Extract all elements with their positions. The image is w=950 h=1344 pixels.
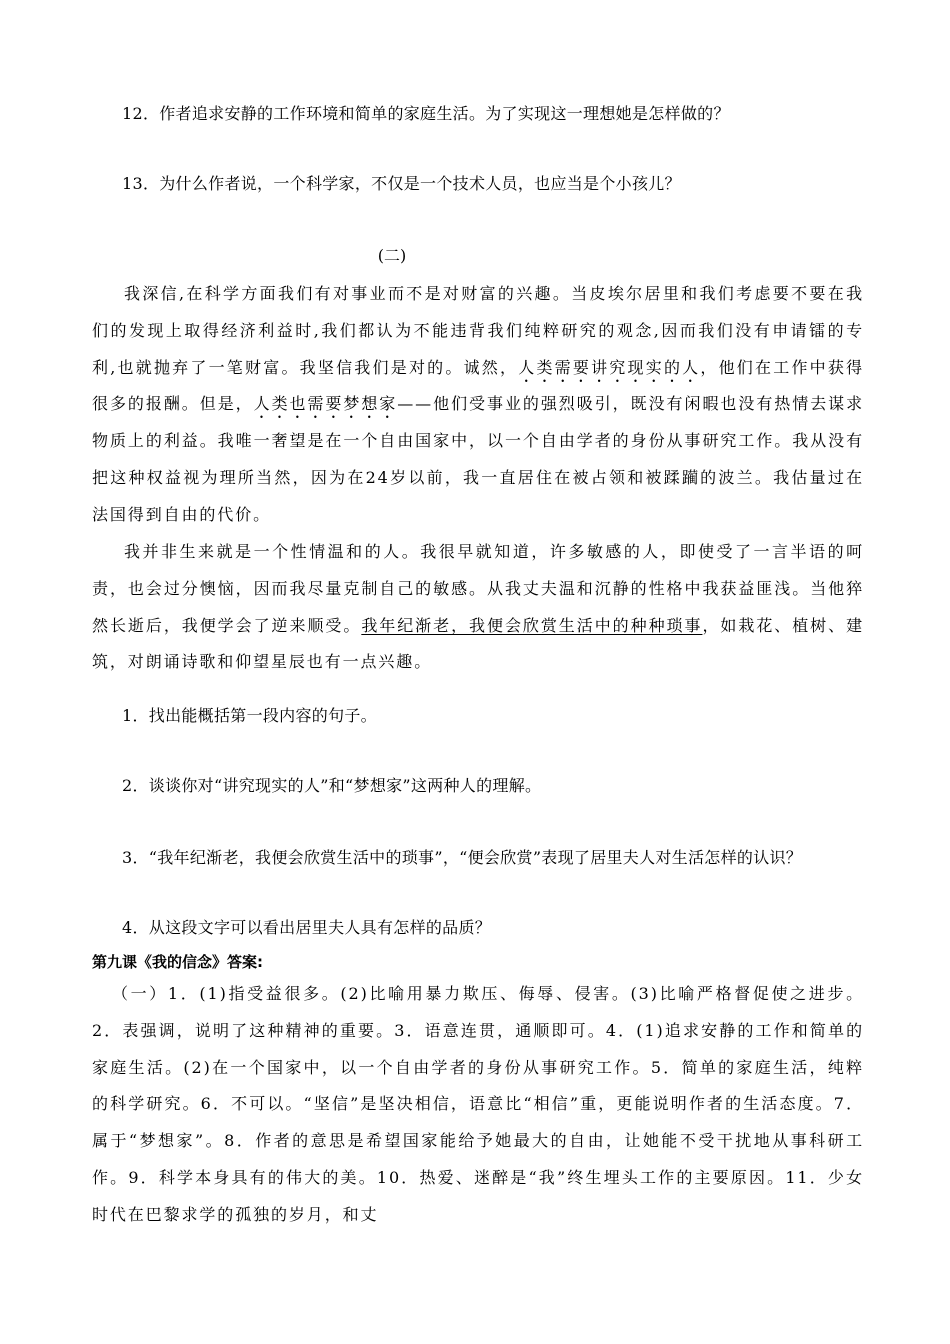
dotted-phrase-realists: 人类需要讲究现实的人 xyxy=(518,357,701,377)
answer-paragraph: （一）1．(1)指受益很多。(2)比喻用暴力欺压、侮辱、侵害。(3)比喻严格督促使之进步。2．表强调，说明了这种精神的重要。3．语意连贯，通顺即可。4．(1)追求安静的工作和简单的家庭生活。(2)在一个国家中，以一个自由学者的身份从事研究工作。5．简单的家庭生活，纯粹的科学研究。6．不可以。“坚信”是坚决相信，语意比“相信”重，更能说明作者的生活态度。7．属于“梦想家”。8．作者的意思是希望国家能给予她最大的自由，让她能不受干扰地从事科研工作。9．科学本身具有的伟大的美。10．热爱、迷醉是“我”终生埋头工作的主要原因。11．少女时代在巴黎求学的孤独的岁月，和丈 xyxy=(92,984,864,1224)
para2-text-a: 我并非生来就是一个性情温和的人。我很早就知道，许多敏感的人，即使受了一言半语的呵责，也会过分懊恼，因而我尽量克制自己的敏感。从我丈夫温和沉静的性格中我获益匪浅。当他猝然长逝后，我便学会了逆来顺受。 xyxy=(92,542,864,635)
underlined-sentence: 我年纪渐老，我便会欣赏生活中的种种琐事 xyxy=(361,615,703,635)
question-4: 4．从这段文字可以看出居里夫人具有怎样的品质？ xyxy=(122,918,492,937)
question-12: 12．作者追求安静的工作环境和简单的家庭生活。为了实现这一理想她是怎样做的？ xyxy=(122,104,730,123)
question-1: 1．找出能概括第一段内容的句子。 xyxy=(122,706,377,725)
para1-text-a: 我深信,在科学方面我们有对事业而不是对财富的兴趣。当皮埃尔居里和我们考虑要不要在我们的发现上取得经济利益时,我们都认为不能违背我们纯粹研究的观念,因而我们没有申请镭的专利,也就抛弃了一笔财富。我坚信我们是对的。诚然， xyxy=(92,284,864,377)
passage-paragraph-2 xyxy=(92,534,864,681)
answer-heading: 第九课《我的信念》答案: xyxy=(92,953,263,971)
para2-text-b: ，如栽花、植树、建筑，对朗诵诗歌和仰望星辰也有一点兴趣。 xyxy=(92,615,864,672)
section-title: (二) xyxy=(377,246,407,265)
passage-paragraph-1 xyxy=(92,276,864,534)
question-2: 2．谈谈你对“讲究现实的人”和“梦想家”这两种人的理解。 xyxy=(122,776,542,795)
question-13: 13．为什么作者说，一个科学家，不仅是一个技术人员，也应当是个小孩儿？ xyxy=(122,174,681,193)
para1-text-b: ，他们在工作中获得很多的报酬。但是， xyxy=(92,357,864,414)
dotted-phrase-dreamers: 人类也需要梦想家 xyxy=(253,394,398,414)
para1-text-c: ——他们受事业的强烈吸引，既没有闲暇也没有热情去谋求物质上的利益。我唯一奢望是在一个自由国家中，以一个自由学者的身份从事研究工作。我从没有把这种权益视为理所当然，因为在24岁以前，我一直居住在被占领和被蹂躏的波兰。我估量过在法国得到自由的代价。 xyxy=(92,394,865,524)
question-3: 3．“我年纪渐老，我便会欣赏生活中的琐事”，“便会欣赏”表现了居里夫人对生活怎样的认识？ xyxy=(122,848,803,867)
